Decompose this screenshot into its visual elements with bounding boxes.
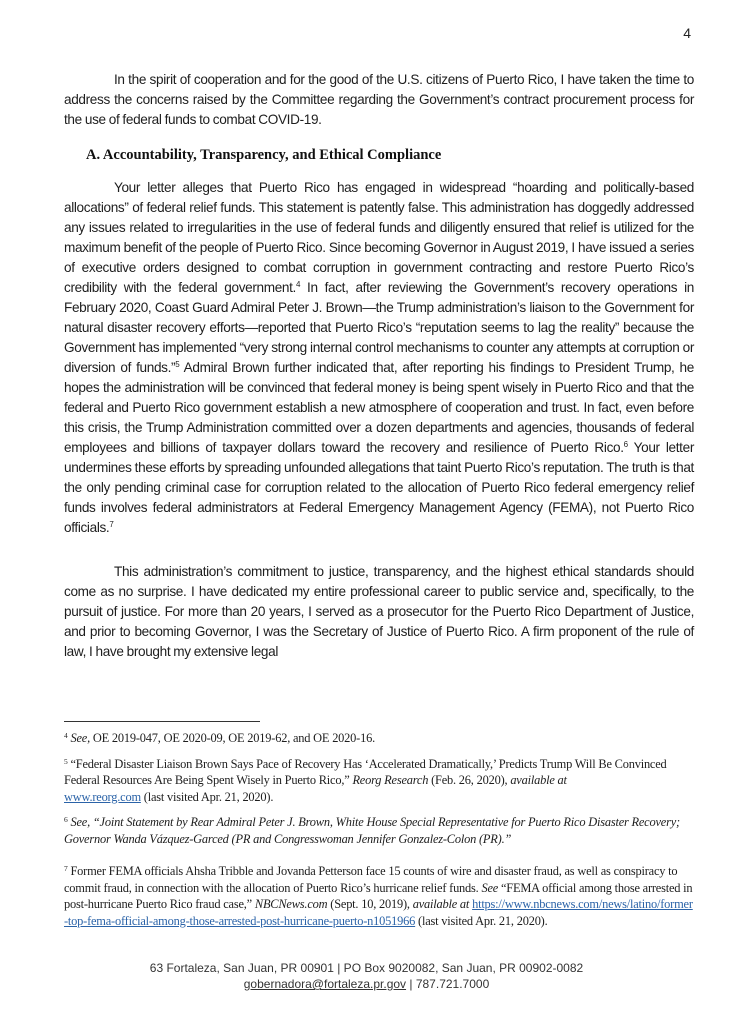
footnote-visited: (last visited Apr. 21, 2020). — [415, 913, 548, 928]
footnote-number: 7 — [64, 864, 68, 873]
footnote-number: 5 — [64, 756, 68, 766]
footnote-title: “Federal Disaster Liaison Brown Says Pace of Recovery Has ‘Accelerated Dramatically,’ Predicts Trump Will Be Convinced Federal Resources Are Being Spent Wisely in Puerto Rico,” — [64, 756, 667, 787]
footnote-5 — [64, 756, 694, 806]
footnote-ref-5[interactable]: 5 — [175, 360, 180, 369]
footnote-date: (Sept. 10, 2019), — [327, 897, 413, 911]
footnote-ref-7[interactable]: 7 — [109, 520, 114, 529]
available-at-label: available at — [412, 897, 470, 911]
footnote-source: Reorg Research — [352, 773, 429, 787]
paragraph-text: In fact, after reviewing the Government’s recovery operations in February 2020, Coast Guard Admiral Peter J. Brown—the Trump administration’s liaison to the Government for natural disaster recovery efforts—reported that Puerto Rico’s “reputation seems to lag the reality” because the Government has implemented “very strong internal control mechanisms to counter any attempts at corruption or diversion of funds.” — [64, 280, 694, 375]
footnote-6 — [64, 814, 694, 847]
footnote-number: 6 — [64, 815, 68, 824]
paragraph-text: Your letter alleges that Puerto Rico has engaged in widespread “hoarding and politically-based allocations” of federal relief funds. This statement is patently false. This administration has doggedly addressed any issues related to irregularities in the use of federal funds and diligently ensured that relief is utilized for the maximum benefit of the people of Puerto Rico. Since becoming Governor in August 2019, I have issued a series of executive orders designed to combat corruption in government contracting and restore Puerto Rico’s credibility with the federal government. — [64, 180, 694, 295]
footnote-4 — [64, 730, 694, 747]
footnote-text: Former FEMA officials Ahsha Tribble and Jovanda Petterson face 15 counts of wire and disaster fraud, as well as conspiracy to commit fraud, in connection with the allocation of Puerto Rico’s hurricane relief funds. — [64, 864, 678, 895]
footnote-ref-4[interactable]: 4 — [295, 280, 301, 289]
paragraph-text: Admiral Brown further indicated that, after reporting his findings to President Trump, he hopes the administration will be convinced that federal money is being spent wisely in Puerto Rico and that the federal and Puerto Rico government establish a new atmosphere of cooperation and trust. In fact, even before this crisis, the Trump Administration committed over a dozen departments and agencies, thousands of federal employees and billions of taxpayer dollars toward the recovery and resilience of Puerto Rico. — [64, 360, 694, 455]
footer-email-link[interactable]: gobernadora@fortaleza.pr.gov — [243, 977, 407, 991]
footnote-title: “FEMA official among those arrested in post-hurricane Puerto Rico fraud case,” — [64, 880, 693, 911]
footnote-divider — [64, 721, 260, 722]
section-heading: A. Accountability, Transparency, and Ethical Compliance — [86, 147, 442, 163]
footnote-visited: (last visited Apr. 21, 2020). — [140, 789, 274, 804]
footnotes — [64, 730, 694, 938]
footer-address: 63 Fortaleza, San Juan, PR 00901 | PO Box 9020082, San Juan, PR 00902-0082 — [149, 961, 584, 975]
intro-paragraph-text: In the spirit of cooperation and for the good of the U.S. citizens of Puerto Rico, I have taken the time to address the concerns raised by the Committee regarding the Government’s contract procurement process for the use of federal funds to combat COVID-19. — [64, 72, 694, 127]
footnote-text: OE 2019-047, OE 2020-09, OE 2019-62, and OE 2020-16. — [89, 731, 375, 745]
commitment-paragraph-text: This administration’s commitment to justice, transparency, and the highest ethical standards should come as no surprise. I have dedicated my entire professional career to public service and, specifically, to the pursuit of justice. For more than 20 years, I served as a prosecutor for the Puerto Rico Department of Justice, and prior to becoming Governor, I was the Secretary of Justice of Puerto Rico. A firm proponent of the rule of law, I have brought my extensive legal — [64, 564, 694, 659]
letterhead-footer — [0, 960, 733, 992]
footnote-ref-6[interactable]: 6 — [623, 440, 628, 449]
paragraph-text: Your letter undermines these efforts by spreading unfounded allegations that taint Puerto Rico’s reputation. The truth is that the only pending criminal case for corruption related to the allocation of Puerto Rico federal emergency relief funds involves federal administrators at Federal Emergency Management Agency (FEMA), not Puerto Rico officials. — [64, 440, 694, 535]
footer-contact — [0, 976, 733, 992]
reorg-link[interactable]: www.reorg.com — [64, 789, 141, 804]
footnote-number: 4 — [64, 731, 68, 740]
page-number: 4 — [683, 25, 691, 41]
footnote-date: (Feb. 26, 2020), — [428, 773, 511, 787]
footnote-7 — [64, 863, 694, 929]
footer-phone: | 787.721.7000 — [406, 977, 490, 991]
intro-paragraph — [64, 70, 694, 130]
footnote-source: NBCNews.com — [254, 897, 328, 911]
available-at-label: available at — [510, 773, 567, 787]
accountability-paragraph-text — [64, 178, 694, 538]
commitment-paragraph — [64, 562, 694, 662]
citation-signal: See — [481, 880, 499, 895]
footnote-text: See, “Joint Statement by Rear Admiral Peter J. Brown, White House Special Representative for Puerto Rico Disaster Recovery; Governor Wanda Vázquez-Garced (PR and Congresswoman Jennifer Gonzalez-Colon (PR).” — [64, 815, 680, 846]
citation-signal: See, — [70, 731, 90, 745]
accountability-paragraph — [64, 178, 694, 538]
nbcnews-link[interactable]: https://www.nbcnews.com/news/latino/former-top-fema-official-among-those-arrested-post-hurricane-puerto-n1051966 — [64, 897, 693, 928]
